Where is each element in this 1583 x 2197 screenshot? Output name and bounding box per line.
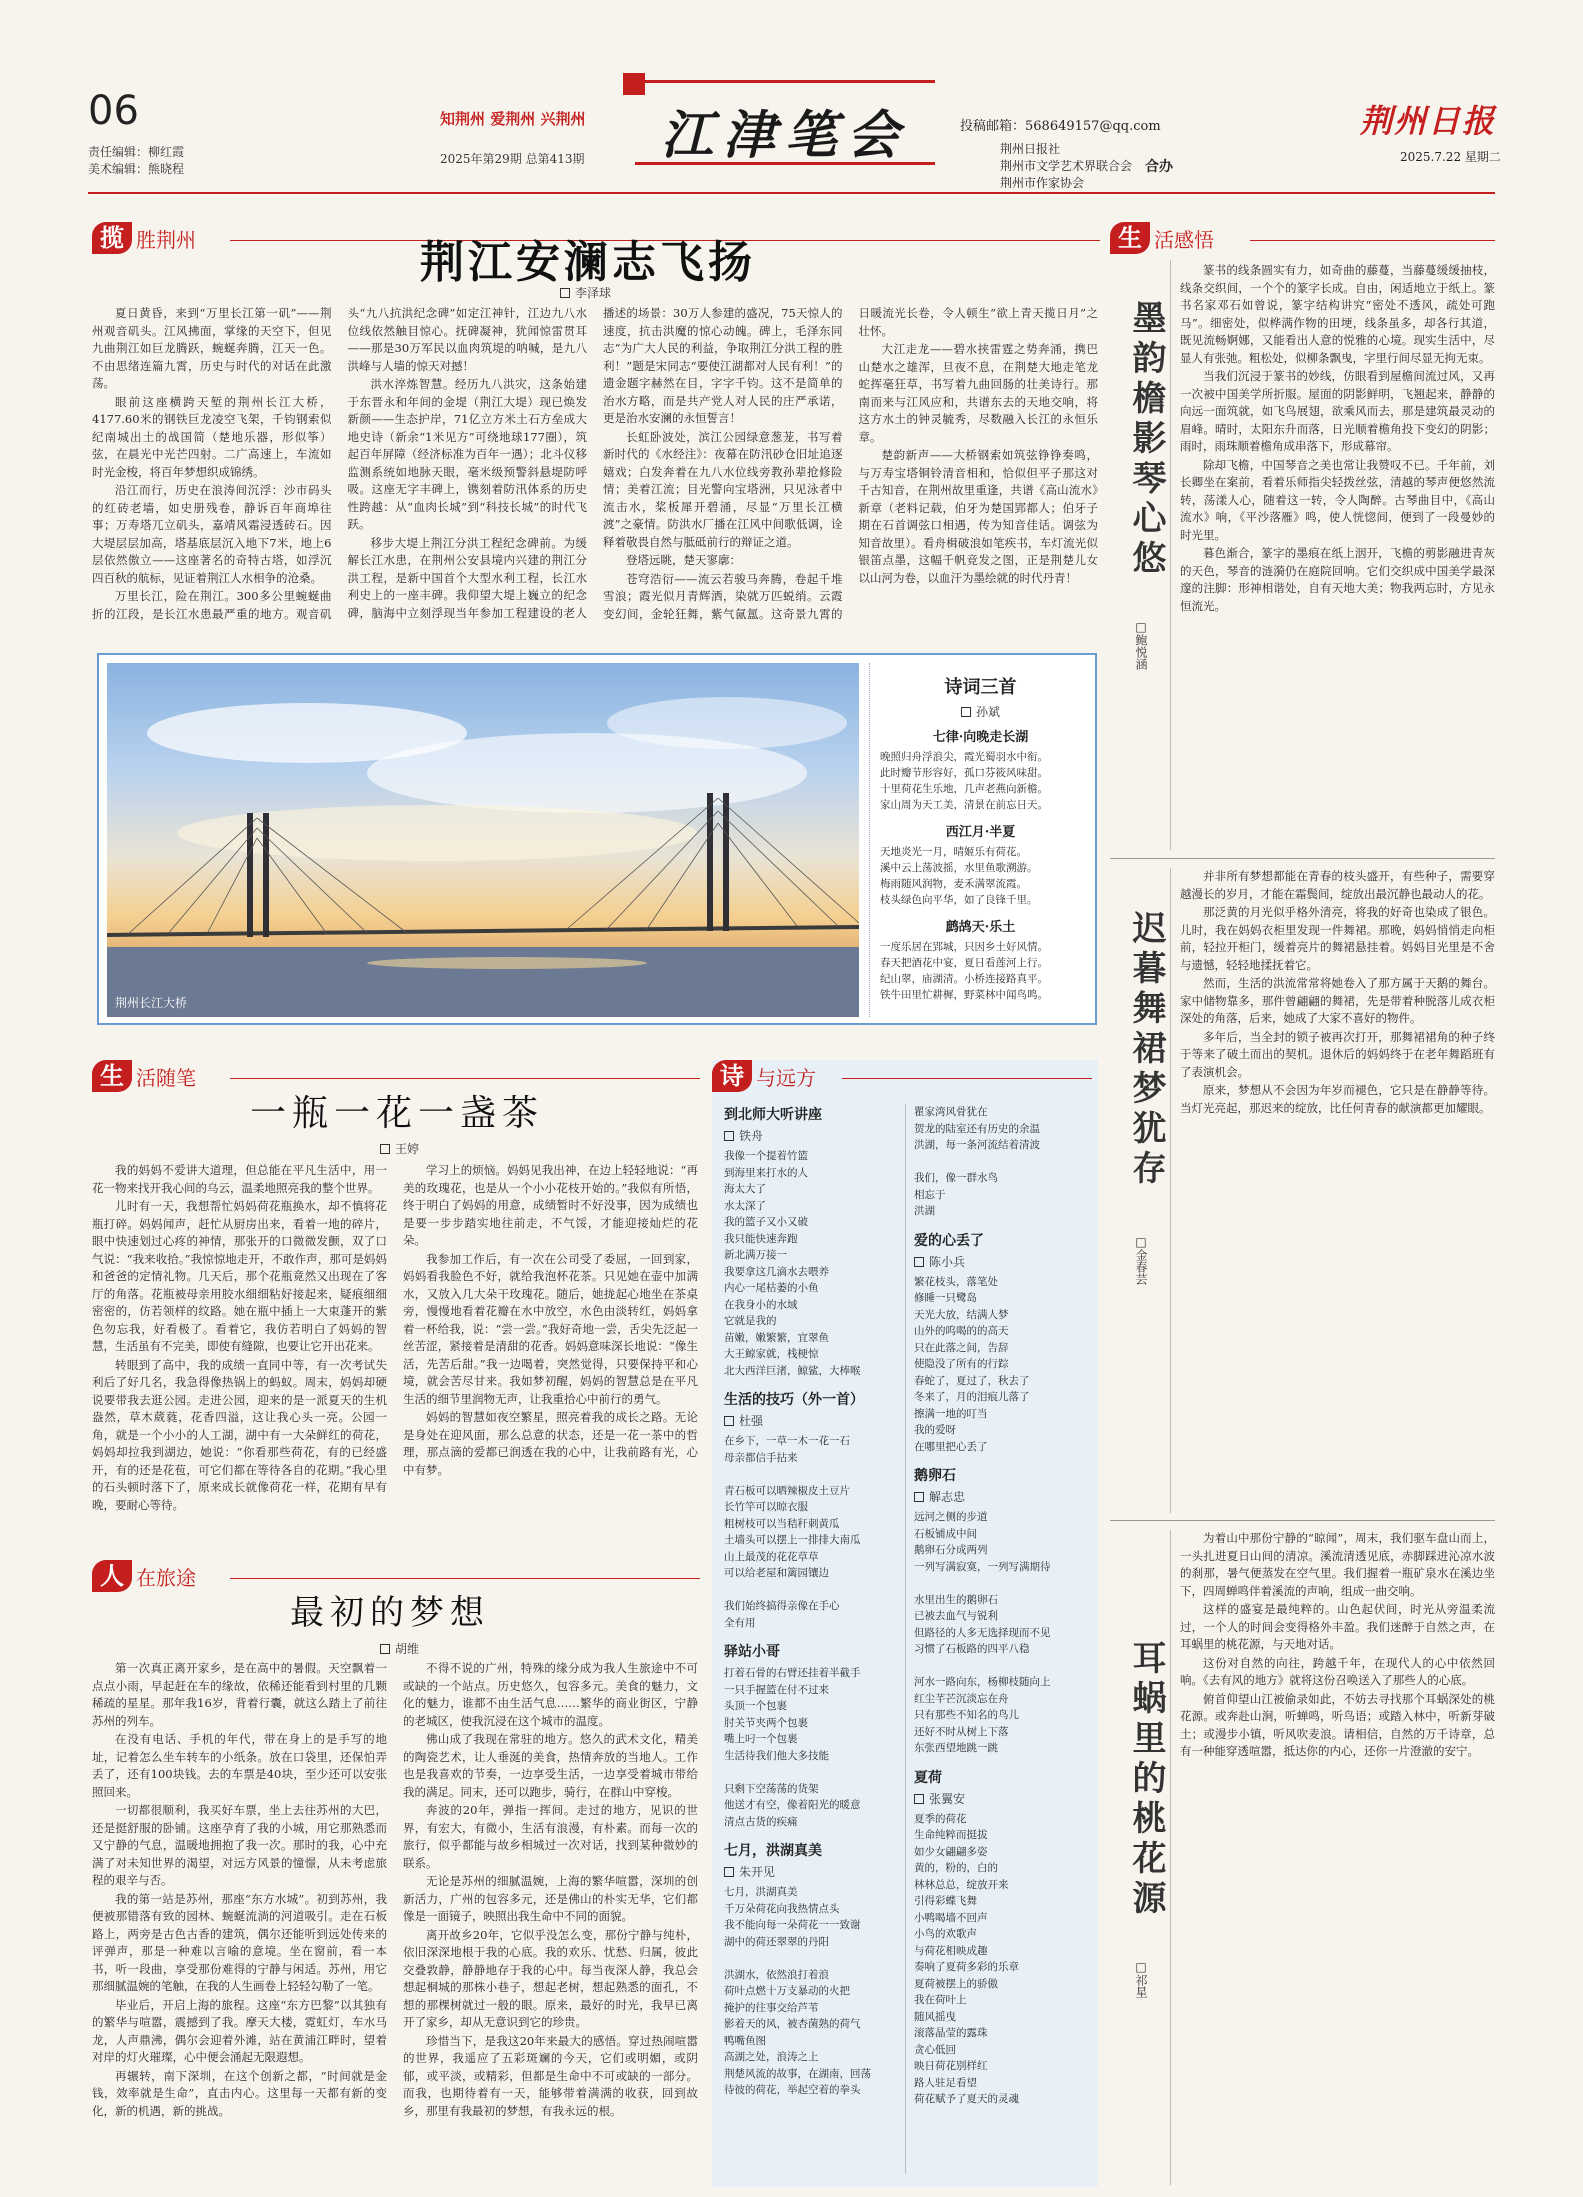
paragraph: 学习上的烦恼。妈妈见我出神，在边上轻轻地说：“再美的玫瑰花，也是从一个小小花枝开始的。”我似有所悟，终于明白了妈妈的用意，成绩暂时不好没事，因为成绩也是要一步步踏实地往前走，不气馁，才能迎接灿烂的花朵。 bbox=[403, 1163, 698, 1247]
slogan: 知荆州 爱荆州 兴荆州 bbox=[440, 110, 586, 128]
poem-byline bbox=[914, 1253, 1092, 1270]
poem-title: 生活的技巧（外一首） bbox=[724, 1392, 864, 1408]
poem-byline bbox=[724, 1127, 899, 1144]
author: 解志忠 bbox=[929, 1490, 966, 1504]
author: 张翼安 bbox=[929, 1791, 966, 1806]
paragraph: 万里长江，险在荆江。300多公里蜿蜒曲折的江段，是长江水患最严重的地方。观音矶头“九八抗洪纪念碑”如定江神针，江边九八水位线依然触目惊心。抚碑凝神，犹闻惊雷贯耳——那是30万军民以血肉筑堤的呐喊，是九八洪峰与人墙的惊天对撼！ bbox=[92, 306, 587, 621]
bridge-illustration bbox=[107, 663, 859, 1017]
section-tag-lansheng bbox=[92, 222, 196, 254]
paragraph: 我的妈妈不爱讲大道理，但总能在平凡生活中，用一花一物来找开我心间的乌云，温柔地照亮我的整个世界。 bbox=[92, 1163, 387, 1195]
poem-title: 爱的心丢了 bbox=[914, 1232, 984, 1249]
column-name: 江津笔会 bbox=[660, 105, 909, 166]
section-tag-shi bbox=[712, 1060, 816, 1092]
section-tag-text: 与远方 bbox=[756, 1065, 816, 1090]
poem-text: 晚照归舟浮浪尖，霞光蜀羽水中衔。 此时瓣节形容好，孤口芬筱风味甜。 十里荷花生乐地，几声老燕向新檐。 家山周为天工美，清景在前忘日天。 bbox=[880, 751, 1048, 811]
byline-box bbox=[914, 1257, 924, 1267]
photo-caption: 荆州长江大桥 bbox=[115, 996, 188, 1010]
right-byline-3 bbox=[1133, 1960, 1150, 1998]
byline-box bbox=[914, 1492, 924, 1502]
paragraph: 佛山成了我现在常驻的地方。悠久的武术文化，精美的陶瓷艺术，让人垂涎的美食，热情奔放的当地人。工作也是我喜欢的节奏，一边享受生活，一边享受着城市带给我的满足。同末，还可以跑步，骑行，在群山中穿梭。 bbox=[403, 1732, 698, 1799]
author: 金春芸 bbox=[1134, 1249, 1148, 1285]
poem-byline bbox=[724, 1863, 899, 1880]
column-rule bbox=[1170, 260, 1171, 850]
paragraph: 在没有电话、手机的年代，带在身上的是手写的地址，记着怎么坐车转车的小纸条。放在口袋里，还保怕弄丢了，还有100块钱。去的车票是40块，至少还可以安张照回来。 bbox=[92, 1732, 387, 1799]
section-tag-shenghuo bbox=[92, 1060, 196, 1092]
article-byline-main bbox=[560, 284, 611, 301]
right-title-1: 墨韵檐影琴心悠 bbox=[1126, 300, 1166, 580]
org-join: 合办 bbox=[1145, 159, 1173, 175]
divider bbox=[1110, 858, 1495, 859]
byline-box bbox=[380, 1644, 390, 1654]
section-line bbox=[1250, 240, 1495, 241]
paragraph: 楚韵新声——大桥钢索如筑弦铮铮奏鸣，与万寿宝塔铜铃清音相和，恰似但平子那这对千古知音，在荆州故里重逢，共谱《高山流水》新章（老料记载，伯牙为楚国郢都人；伯牙子期在石首调弦口相遇，传为知音佳话。调弦为知音故里）。看舟楫破浪如笔疾书，车灯流光似银笛点墨，这幅千帆竞发之图，正是荆楚儿女以山河为卷，以血汗为墨绘就的时代丹青！ bbox=[858, 448, 1098, 585]
paper-logo: 荆州日报 bbox=[1360, 102, 1497, 140]
section-line bbox=[230, 1578, 700, 1579]
org-1: 荆州日报社 bbox=[1000, 142, 1061, 156]
poems-three bbox=[869, 663, 1091, 1017]
paragraph: 我参加工作后，有一次在公司受了委屈，一回到家，妈妈看我脸色不好，就给我泡杯花茶。只见她在壶中加满水，又放入几大朵干玫瑰花。随后，她拢起心地坐在茶桌旁，慢慢地看着花瓣在水中放空，水色由淡转红，妈妈拿着一杯给我，说：“尝一尝。”我好奇地一尝，舌尖先泛起一丝苦涩，紧接着是清甜的花香。妈妈意味深长地说：“像生活，先苦后甜。”我一边喝着，突然觉得，只要保持平和心境，就会苦尽甘来。我如梦初醒，妈妈的智慧总是在平凡生活的细节里润物无声，让我重拾心中前行的勇气。 bbox=[403, 1251, 698, 1406]
article-byline-tea bbox=[380, 1140, 419, 1157]
paragraph: 登塔远眺，楚天寥廓： bbox=[626, 553, 741, 567]
section-tag-char: 诗 bbox=[712, 1060, 752, 1092]
section-tag-char: 人 bbox=[92, 1560, 132, 1592]
poem-text: 繁花枝头，落笔处 修睡一只鹭岛 天光大放，结满人梦 山外的呜喝的的高天 只在此落之间，告辞 使隐没了所有的行踪 春蛇了，夏过了，秋去了 冬来了，月的泪痕儿落了 擦满一地的叮当 我的爱呀 在哪里把心丢了 bbox=[914, 1275, 1030, 1453]
author: 铁舟 bbox=[739, 1129, 764, 1143]
issue-info: 2025年第29期 总第413期 bbox=[440, 152, 585, 166]
author: 李泽球 bbox=[575, 286, 612, 300]
contribute-email: 投稿邮箱：568649157@qq.com bbox=[960, 119, 1161, 134]
paragraph: 长虹卧波处，滨江公园绿意葱茏，书写着新时代的《水经注》：夜幕在防汛砂仓旧址追逐嬉戏；白发奔着在九八水位线旁教孙辈抢修险情；美着江流；目光警向宝塔洲，只见泳者中流击水，桨板犀开碧涌，尽显“万里长江横渡”之豪情。防洪水厂播在江风中间歌低调，诠释着敬畏自然与胝砥前行的辩证之道。 bbox=[603, 429, 843, 549]
paragraph: 第一次真正离开家乡，是在高中的暑假。天空飘着一点点小雨，早起赶在车的缘故，依稀还能看到村里的几颗稀疏的星星。那年我16岁，背着行囊，就这么踏上了前往苏州的列车。 bbox=[92, 1661, 387, 1728]
section-line bbox=[230, 1078, 700, 1079]
byline-box: □ bbox=[1134, 1960, 1148, 1974]
poem-title: 驿站小哥 bbox=[724, 1644, 780, 1660]
author: 胡维 bbox=[395, 1642, 420, 1656]
poem-text: 远河之侧的步道 石板铺成中间 鹅卵石分成两列 一列写满寂寞，一列写满期待 水里出生的鹅卵石 已被去血气与锐利 但路径的人多无选择现而不见 习惯了石板路的四平八稳 河水一路向东，杨柳枝随向上 红尘芊芒沉淡忘在舟 只有那些不知名的鸟儿 还好不时从树上下落 东张西望地跳一跳 bbox=[914, 1511, 1051, 1754]
paragraph: 不得不说的广州，特殊的缘分成为我人生旅途中不可或缺的一个站点。历史悠久，包容多元。美食的魅力，文化的魅力，谁都不由生活气息……繁华的商业街区，宁静的老城区，使我沉浸在这个城市的温度。 bbox=[403, 1661, 698, 1728]
paragraph: 那泛黄的月光似乎格外清亮，将我的好奇也染成了银色。儿时，我在妈妈衣柜里发现一件舞裙。那晚，妈妈悄悄走向柜前，轻拉开柜门，缓着亮片的舞裙悬挂着。妈妈目光里是不舍与遗憾，轻轻地揉抚着它。 bbox=[1180, 905, 1495, 972]
byline-box: □ bbox=[1134, 1235, 1148, 1249]
paragraph: 转眼到了高中，我的成绩一直同中等，有一次考试失利后了好几名，我急得像热锅上的蚂蚁。周末，妈妈却硬说要带我去逛公园。走进公园，迎来的是一派夏天的生机盎然，草木葳蕤，花香四溢，这让我心头一亮。公园一角，就是一个小小的人工湖，湖中有一大朵鲜红的荷花，妈妈却拉我到湖边，她说：“你看那些荷花，有的已经盛开，有的还是花苞，可它们都在等待各自的花期。”我心里的石头顿时落下了，原来成长就像荷花一样，花期有早有晚，要耐心等待。 bbox=[92, 1357, 387, 1512]
poem-text: 七月，洪湖真美 千万朵荷花向我热情点头 我不能向每一朵荷花一一致谢 湖中的荷还翠翠的丹阳 洪湖水，依然浪打着浪 荷叶点燃十万支暴动的火把 掩护的往事交给芦苇 影着天的风，被杏菌熟的荷气 鸭嘴鱼图 高湖之处，浪涛之上 荆楚风流的故事，在湖南，回荡 待彼的荷花，举起空着的拳头 bbox=[724, 1886, 871, 2096]
poem-text: 瞿家湾风骨犹在 贺龙的陆室还有历史的余温 洪湖，每一条河流结着清波 我们，像一群水鸟 相忘于 洪湖 bbox=[914, 1106, 1040, 1217]
article-title-tea: 一瓶一花一盏茶 bbox=[250, 1093, 545, 1134]
section-tag-gan bbox=[1110, 222, 1214, 254]
paragraph: 然而，生活的洪流常常将她卷入了那方属于天鹅的舞台。家中储物靠多，那件曾翩翩的舞裙，先是带着种脱落儿成衣柜深处的角落，后来，她成了大家不喜好的物件。 bbox=[1180, 976, 1495, 1025]
poem-title: 鹧鸪天·乐土 bbox=[945, 920, 1016, 935]
paragraph: 再辗转，南下深圳，在这个创新之都，“时间就是金钱，效率就是生命”，直击内心。这里每一天都有新的变化，新的机遇，新的挑战。 bbox=[92, 2068, 387, 2118]
byline-box: □ bbox=[1134, 620, 1148, 634]
author: 王婷 bbox=[395, 1142, 420, 1156]
paragraph: 并非所有梦想都能在青春的枝头盛开，有些种子，需要穿越漫长的岁月，才能在霜鬓间，绽放出最沉静也最动人的花。 bbox=[1180, 869, 1495, 901]
article-title-dream: 最初的梦想 bbox=[290, 1593, 490, 1633]
poem-title: 鹅卵石 bbox=[914, 1468, 956, 1484]
author: 杜强 bbox=[739, 1414, 764, 1428]
section-tag-char: 生 bbox=[92, 1060, 132, 1092]
poem-text: 打着石骨的右臂还挂着半截手 一只手握篮在付不过来 头顶一个包裹 肘关节夹两个包裹 嘴上叼一个包裹 生活待我们他大多技能 只剩下空荡荡的货架 他送才有空，像着阳光的暖意 清点古货的疾痛 bbox=[724, 1667, 861, 1828]
issue-date: 2025.7.22 星期二 bbox=[1400, 150, 1501, 164]
section-tag-text: 活感悟 bbox=[1154, 227, 1214, 252]
byline-box bbox=[724, 1131, 734, 1141]
poems-three-byline bbox=[870, 703, 1091, 720]
byline-box bbox=[560, 288, 570, 298]
paragraph: 多年后，当全封的锁子被再次打开，那舞裙裙角的种子终于等来了破土而出的契机。退休后的妈妈终于在老年舞蹈班有了表演机会。 bbox=[1180, 1029, 1495, 1079]
poem-text: 一度乐居在郢城，只因乡土好风情。 春天把酒花中宴，夏日看莲河上行。 纪山翠，庙湖清。小桥连接路真平。 铁牛田里忙耕樨，野菜林中闻鸟鸣。 bbox=[880, 941, 1048, 1001]
section-line bbox=[842, 1078, 1092, 1079]
poetry-col-1 bbox=[724, 1104, 899, 2179]
byline-box bbox=[724, 1416, 734, 1426]
right-body-2 bbox=[1180, 868, 1495, 1513]
right-title-3: 耳蜗里的桃花源 bbox=[1126, 1640, 1166, 1920]
section-tag-text: 活随笔 bbox=[136, 1065, 196, 1090]
paragraph: 珍惜当下，是我这20年来最大的感悟。穿过热闹喧嚣的世界，我遥应了五彩斑斓的今天，它们或明媚，或阴郁，或平淡，或精彩，但都是生命中不可或缺的一部分。而我，也期待着有一天，能够带着满满的收获，回到故乡，那里有我最初的梦想，有我永远的根。 bbox=[403, 2033, 698, 2118]
author: 朱开见 bbox=[739, 1865, 776, 1879]
paragraph: 毕业后，开启上海的旅程。这座“东方巴黎”以其独有的繁华与喧嚣，震撼到了我。摩天大楼，霓虹灯，车水马龙，人声鼎沸，偶尔会迎着外滩，站在黄浦江畔时，望着对岸的灯火璀璨，心中便会涌起无限遐想。 bbox=[92, 1997, 387, 2064]
paragraph: 沿江而行，历史在浪涛间沉浮：沙市码头的红砖老墙，如史册残卷，静诉百年商埠往事；万寿塔兀立矶头，嘉靖风霜浸透砖石。因大堤层层加高，塔基底层沉入地下7米，地上6层依然傲立——这座著名的奇特古塔，如浮沉四百秋的航标，见证着荆江人水相争的沧桑。 bbox=[92, 483, 332, 585]
paragraph: 无论是苏州的细腻温婉，上海的繁华喧嚣，深圳的创新活力，广州的包容多元，还是佛山的朴实无华，它们都像是一面镜子，映照出我生命中不同的面貌。 bbox=[403, 1874, 698, 1923]
article-body-tea bbox=[92, 1162, 698, 1547]
right-title-2: 迟暮舞裙梦犹存 bbox=[1126, 910, 1166, 1190]
paragraph: 洪水淬炼智慧。经历九八洪灾，这条始建于东晋永和年间的金堤（荆江大堤）现已焕发新颜——生态护岸，71亿立方米土石方垒成大地史诗（新余“1米见方”可绕地球177圈），筑起百年屏障（经济标准为百年一遇）；北斗仪移监测系统如地脉天眼，毫米级预警斜悬堤防呼吸。这座无字丰碑上，镌刻着防汛体系的历史性跨越：从“血肉长城”到“科技长城”的时代飞跃。 bbox=[347, 377, 587, 531]
paragraph: 篆书的线条圆实有力，如奇曲的藤蔓，当藤蔓缓缓抽枝，线条交织间，一个个的篆字长成。自由，闲适地立于纸上。篆书名家邓石如曾说，篆字结构讲究“密处不透风，疏处可跑马”。细密处，似桦满作物的田埂，线条虽多，却各行其道，既见流畅婀娜，又能看出人意的悦雅的心境。现实生活中，尽显人有张弛。粗松处，似柳条飘曳，字里行间尽显无拘无束。 bbox=[1180, 263, 1495, 365]
paragraph: 我的第一站是苏州，那座“东方水城”。初到苏州，我便被那错落有致的园林、蜿蜒流淌的河道吸引。走在石板路上，两旁是古色古香的建筑，偶尔还能听到远处传来的评弹声，那是一种难以言喻的意境。坐在窗前，看一本书，听一段曲，享受那份难得的宁静与闲适。苏州，用它那细腻温婉的笔触，在我的人生画卷上轻轻勾勒了一笔。 bbox=[92, 1891, 387, 1993]
poem-text: 夏季的荷花 生命纯粹而挺拔 如少女翩翩多姿 黄的，粉的，白的 林林总总，绽放开来 引得彩蝶飞舞 小鸭喝墙不回声 小鸟的欢歌声 与荷花相映成趣 奏响了夏荷多彩的乐章 夏荷被摆上的骄傲 我在荷叶上 随风摇曳 滚落晶莹的露珠 贪心低回 映日荷花别样红 路人驻足看望 荷花赋予了夏天的灵魂 bbox=[914, 1812, 1019, 2105]
right-body-1 bbox=[1180, 262, 1495, 847]
column-rule bbox=[1170, 868, 1171, 1513]
paragraph: 夏日黄昏，来到“万里长江第一矶”——荆州观音矶头。江风拂面，掌缘的天空下，但见九曲荆江如巨龙腾跃，蜿蜒奔腾，江天一色。不由思绪连篇九霄，历史与时代的对话在此激荡。 bbox=[92, 306, 332, 390]
section-tag-char: 揽 bbox=[92, 222, 132, 254]
poem-text: 天地炎光一月，晴姬乐有荷花。 溪中云上荡波摇，水里鱼歌溯游。 梅雨随风润物，麦禾满翠流霞。 枝头绿色向平华，如了良锋千里。 bbox=[880, 846, 1038, 906]
author: 孙斌 bbox=[975, 705, 1000, 719]
page-number: 06 bbox=[88, 88, 139, 134]
photo-poem-frame bbox=[97, 653, 1097, 1025]
divider bbox=[1110, 1520, 1495, 1521]
section-tag-text: 胜荆州 bbox=[136, 227, 196, 252]
poetry-panel bbox=[712, 1060, 1098, 2187]
seal-mark bbox=[623, 73, 645, 95]
poems-three-title: 诗词三首 bbox=[944, 677, 1017, 698]
paragraph: 苍穹浩衍——流云若骏马奔腾，卷起千堆雪浪；霞光似月青辉洒，染就万匹蜕绡。云霞变幻间，金轮狂舞，紫气氤氲。这奇景九霄的日暖流光长卷，令人顿生“欲上青天揽日月”之壮怀。 bbox=[603, 306, 1098, 621]
paragraph: 奔波的20年，弹指一挥间。走过的地方，见识的世界，有宏大，有微小，生活有浪漫，有朴素。而每一次的旅行，似乎都能与故乡相城过一次对话，找到某种微妙的联系。 bbox=[403, 1803, 698, 1870]
author: 鲍悦涵 bbox=[1134, 634, 1148, 670]
byline-box bbox=[961, 707, 971, 717]
bridge-photo bbox=[107, 663, 859, 1017]
paragraph: 眼前这座横跨天堑的荆州长江大桥，4177.60米的钢铁巨龙凌空飞架，千钧钢索似纪南城出土的战国简（楚地乐器，形似筝）弦，在晨光中光芒四射。二广高速上，车流如时光金梭，将百年梦想织成锦绣。 bbox=[92, 394, 332, 479]
paragraph: 除却飞檐，中国琴音之美也常让我赞叹不已。千年前，刘长卿坐在案前，看着乐师指尖轻拨丝弦，清越的琴声便悠然流转，荡漾人心，随着这一转，令人陶醉。古琴曲目中，《高山流水》响，《平沙落雁》鸣，使人恍惚间，便到了一段曼妙的时光里。 bbox=[1180, 457, 1495, 542]
right-byline-1 bbox=[1133, 620, 1150, 670]
poetry-col-2 bbox=[914, 1104, 1092, 2179]
paragraph: 俯首仰望山江被偷录如此，不妨去寻找那个耳蜗深处的桃花源。或奔赴山涧，听蝉鸣，听鸟语；或踏入林中，听新芽破土；或漫步小镇，听风吹麦浪。请相信，自然的万千诗章，总有一种能穿透喧嚣，抵达你的内心，还你一片澄澈的安宁。 bbox=[1180, 1691, 1495, 1758]
byline-box bbox=[724, 1867, 734, 1877]
column-rule bbox=[905, 1104, 906, 2174]
article-body-dream bbox=[92, 1660, 698, 2185]
paragraph: 一切都很顺利，我买好车票，坐上去往苏州的大巴，还是挺舒服的卧铺。这座孕育了我的小城，用它那熟悉而又宁静的气息，温暖地拥抱了我一次。那时的我，心中充满了对未知世界的渴望，对远方风景的憧憬，从未考虑旅程的艰辛与否。 bbox=[92, 1803, 387, 1887]
paragraph: 妈妈的智慧如夜空繁星，照亮着我的成长之路。无论是身处在迎风面，那么总意的状态，还是一花一茶中的哲理，那点滴的爱都已润透在我的心中，让我前路有光，心中有梦。 bbox=[403, 1410, 698, 1477]
header-rule bbox=[88, 192, 1495, 194]
author: 陈小兵 bbox=[929, 1254, 966, 1269]
poem-byline bbox=[914, 1790, 1092, 1807]
paragraph: 原来，梦想从不会因为年岁而褪色，它只是在静静等待。当灯光亮起，那迟来的绽放，比任何青春的献演都更加耀眼。 bbox=[1180, 1083, 1495, 1115]
paragraph: 离开故乡20年，它似乎没怎么变，那份宁静与纯朴，依旧深深地根于我的心底。我的欢乐、忧愁、归属，彼此交叠敦静，静静地存于我的心中。每当夜深人静，我总会想起桐城的那株小巷子，想起老树，想起熟悉的面孔，不想的那棵树就过一般的眼。原来，最好的时光，我早已离开了家乡，却从无意识到它的珍贵。 bbox=[403, 1927, 698, 2029]
poem-title: 七律·向晚走长湖 bbox=[932, 730, 1029, 745]
paragraph: 为着山中那份宁静的“晾闻”，周末，我们驱车盘山而上，一头扎进夏日山间的清凉。溪流清透见底，赤脚踩进沁凉水波的刹那，暑气便蒸发在空气里。我们握着一瓶矿泉水在溪边坐下，四周蝉鸣伴着溪流的声响，组成一曲交响。 bbox=[1180, 1531, 1495, 1598]
poem-byline bbox=[724, 1412, 899, 1429]
poem-text: 在乡下，一草一木一花一石 母亲都信手拈来 青石板可以晒辣椒皮土豆片 长竹竿可以晾衣服 粗树枝可以当秸秆刺黄瓜 土墙头可以摆上一排排大南瓜 山上最茂的花花草草 可以给老屋和篱园镶边 我们始终搞得亲像在手心 全有用 bbox=[724, 1435, 861, 1629]
article-title-main: 荆江安澜志飞扬 bbox=[420, 237, 756, 288]
org-2: 荆州市文学艺术界联合会 bbox=[1000, 159, 1133, 173]
poem-text: 我像一个提着竹篮 到海里来打水的人 海太大了 水太深了 我的篮子又小又破 我只能快速奔跑 新北满万接一 我要拿这几滴水去喂养 内心一尾枯萎的小鱼 在我身小的水域 它就是我的 苗嫩，嫩繁繁，宜翠鱼 大王鲸家就，栈梗惊 北大西洋巨渚，鲸鲨，大棒喉 bbox=[724, 1150, 861, 1377]
section-tag-char: 生 bbox=[1110, 222, 1150, 254]
poem-title: 夏荷 bbox=[914, 1769, 942, 1786]
section-tag-rentu bbox=[92, 1560, 196, 1592]
paragraph: 大江走龙——碧水挟雷霆之势奔涌，携巴山楚水之雄浑，旦夜不息，在荆楚大地走笔龙蛇挥毫狂草，书写着九曲回肠的壮美诗行。那南而来与江风应和，共谱东去的天地交响，将这方水土的钟灵毓秀，尽数融入长江的永恒乐章。 bbox=[858, 342, 1098, 444]
article-body-main bbox=[92, 305, 1098, 645]
poem-title: 西江月·半夏 bbox=[945, 825, 1016, 840]
paragraph: 这份对自然的向往，跨越千年，在现代人的心中依然回响。《去有风的地方》就将这份召唤送入了那些人的心底。 bbox=[1180, 1655, 1495, 1687]
poem-title: 七月，洪湖真美 bbox=[724, 1843, 822, 1859]
byline-box bbox=[380, 1144, 390, 1154]
column-rule bbox=[1170, 1530, 1171, 2185]
right-body-3 bbox=[1180, 1530, 1495, 2185]
column-name-box bbox=[635, 80, 935, 165]
paragraph: 当我们沉浸于篆书的妙线，仿眼看到屋檐间流过风，又再一次被中国美学所折服。屋面的阴影鲜明，飞翘起来，静静的向远一面筑就，如飞鸟展翅，欲乘风而去，那是建筑最灵动的眉峰。晴时，太阳东升而落，日光顺着檐角投下变幻的阴影；雨时，雨珠顺着檐角成串落下，形成幕帘。 bbox=[1180, 369, 1495, 453]
right-byline-2 bbox=[1133, 1235, 1150, 1285]
section-tag-text: 在旅途 bbox=[136, 1565, 196, 1590]
article-byline-dream bbox=[380, 1640, 419, 1657]
byline-box bbox=[914, 1794, 924, 1804]
paragraph: 这样的盛宴是最纯粹的。山色起伏间，时光从旁温柔流过，一个人的时间会变得格外丰盈。我们迷醉于自然之声，在耳蜗里的桃花源，与天地对话。 bbox=[1180, 1602, 1495, 1651]
designer-credit: 美术编辑：熊晓程 bbox=[88, 162, 185, 176]
poem-title: 到北师大听讲座 bbox=[724, 1107, 822, 1123]
paragraph: 移步大堤上荆江分洪工程纪念碑前。为缓解长江水患，在荆州公安县境内兴建的荆江分洪工程，是新中国首个大型水利工程，长江水利史上的一座丰碑。我仰望大堤上巍立的纪念碑，脑海中立刻浮现当年参加工程建设的老人播述的场景：30万人参建的盛况，75天惊人的速度，抗击洪魔的惊心动魄。碑上，毛泽东同志“为广大人民的利益，争取荆江分洪工程的胜利！”题是宋同志“要使江湖都对人民有利！”的遗金题字赫然在目，字字千钧。这不是简单的治水方略，而是共产党人对人民的庄严承诺，更是治水安澜的永恒誓言！ bbox=[347, 306, 843, 620]
author: 祁星 bbox=[1134, 1974, 1148, 1998]
paragraph: 儿时有一天，我想帮忙妈妈荷花瓶换水，却不慎将花瓶打碎。妈妈闻声，赶忙从厨房出来，看着一地的碎片，眼中快速划过心疼的神情，那张开的口微微发颤，双了口气说：“我来收拾。”我惊惊地走开，不敢作声，那可是妈妈和爸爸的定情礼物。几天后，那个花瓶竟然又出现在了客厅的角落。花瓶被母亲用胶水细细粘好接起来，疑痕细细密密的，仿若领样的纹路。她在瓶中插上一大束蓬开的紫色勿忘我，好看极了。看着它，我仿若明白了妈妈的智慧，生活虽有不完美，即使有缝隙，也要让它开出花来。 bbox=[92, 1199, 387, 1353]
poem-byline bbox=[914, 1488, 1092, 1505]
paragraph: 暮色渐合，篆字的墨痕在纸上洇开，飞檐的剪影融进青灰的天色，琴音的涟漪仍在庭院回响。它们交织成中国美学最深邃的注脚：形神相谐处，自有天地大美；物我两忘时，方见永恒流光。 bbox=[1180, 546, 1495, 613]
org-3: 荆州市作家协会 bbox=[1000, 176, 1085, 190]
page-header bbox=[0, 0, 1583, 190]
editor-credit: 责任编辑：柳红霞 bbox=[88, 145, 185, 159]
